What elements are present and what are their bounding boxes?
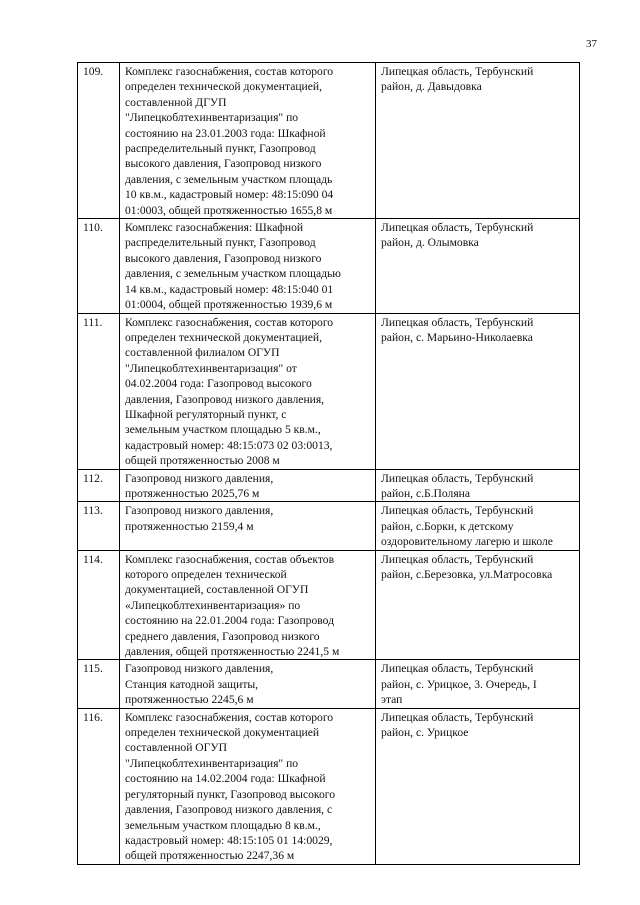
description-line: высокого давления, Газопровод низкого — [125, 251, 322, 265]
table-row — [78, 708, 580, 864]
row-number: 113. — [78, 502, 120, 550]
object-location — [376, 708, 580, 864]
object-description — [120, 502, 376, 550]
object-description — [120, 63, 376, 219]
location-line: Липецкая область, Тербунский — [381, 221, 534, 235]
description-line: 01:0003, общей протяженностью 1655,8 м — [125, 203, 333, 217]
description-line: составленной ДГУП — [125, 95, 227, 109]
description-line: Шкафной регуляторный пункт, с — [125, 407, 287, 421]
location-line: Липецкая область, Тербунский — [381, 710, 534, 724]
description-line: давления, Газопровод низкого давления, — [125, 392, 325, 406]
description-line: Комплекс газоснабжения, состав которого — [125, 65, 334, 78]
description-line: 01:0004, общей протяженностью 1939,6 м — [125, 298, 333, 312]
description-line: давления, с земельным участком площадью — [125, 267, 341, 281]
object-location — [376, 313, 580, 469]
description-line: земельным участком площадью 5 кв.м., — [125, 423, 321, 437]
object-description — [120, 550, 376, 660]
property-registry-table — [77, 62, 580, 865]
location-line: Липецкая область, Тербунский — [381, 552, 534, 566]
description-line: 04.02.2004 года: Газопровод высокого — [125, 377, 312, 391]
location-line: район, с. Урицкое, 3. Очередь, I — [381, 677, 537, 691]
row-number: 116. — [78, 708, 120, 864]
object-location — [376, 660, 580, 708]
location-line: Липецкая область, Тербунский — [381, 65, 534, 78]
location-line: район, с.Березовка, ул.Матросовка — [381, 568, 553, 581]
description-line: распределительный пункт, Газопровод — [125, 142, 316, 156]
location-line: район, с.Б.Поляна — [381, 486, 471, 500]
page-number: 37 — [586, 38, 597, 50]
description-line: 10 кв.м., кадастровый номер: 48:15:090 04 — [125, 188, 334, 202]
description-line: «Липецкоблтехинвентаризация» по — [125, 598, 301, 612]
table-row — [78, 313, 580, 469]
object-location — [376, 550, 580, 660]
table-row — [78, 502, 580, 550]
description-line: составленной ОГУП — [125, 741, 227, 755]
object-description — [120, 219, 376, 313]
description-line: кадастровый номер: 48:15:073 02 03:0013, — [125, 438, 333, 452]
object-description — [120, 708, 376, 864]
location-line: район, с. Марьино-Николаевка — [381, 330, 533, 344]
description-line: Комплекс газоснабжения: Шкафной — [125, 221, 304, 235]
description-line: 14 кв.м., кадастровый номер: 48:15:040 01 — [125, 282, 334, 296]
description-line: определен технической документацией, — [125, 330, 322, 344]
row-number: 109. — [78, 63, 120, 219]
description-line: документацией, составленной ОГУП — [125, 583, 309, 597]
location-line: оздоровительному лагерю и школе — [381, 535, 553, 549]
description-line: Станция катодной защиты, — [125, 677, 259, 691]
description-line: Газопровод низкого давления, — [125, 471, 274, 485]
object-location — [376, 502, 580, 550]
description-line: "Липецкоблтехинвентаризация" по — [125, 756, 299, 770]
object-description — [120, 469, 376, 502]
location-line: район, с. Урицкое — [381, 726, 469, 740]
description-line: давления, с земельным участком площадь — [125, 172, 333, 186]
location-line: Липецкая область, Тербунский — [381, 471, 534, 485]
description-line: Комплекс газоснабжения, состав которого — [125, 710, 334, 724]
description-line: состоянию на 14.02.2004 года: Шкафной — [125, 772, 326, 786]
row-number: 110. — [78, 219, 120, 313]
description-line: Комплекс газоснабжения, состав которого — [125, 315, 334, 329]
description-line: кадастровый номер: 48:15:105 01 14:0029, — [125, 833, 333, 847]
description-line: Комплекс газоснабжения, состав объектов — [125, 552, 335, 566]
description-line: общей протяженностью 2247,36 м — [125, 849, 295, 863]
location-line: район, с.Борки, к детскому — [381, 519, 514, 533]
object-description — [120, 660, 376, 708]
description-line: Газопровод низкого давления, — [125, 662, 274, 676]
description-line: давления, Газопровод низкого давления, с — [125, 803, 333, 817]
description-line: Газопровод низкого давления, — [125, 504, 274, 518]
description-line: состоянию на 22.01.2004 года: Газопровод — [125, 614, 335, 628]
description-line: протяженностью 2025,76 м — [125, 486, 260, 500]
description-line: составленной филиалом ОГУП — [125, 346, 280, 360]
row-number: 114. — [78, 550, 120, 660]
location-line: Липецкая область, Тербунский — [381, 662, 534, 676]
description-line: которого определен технической — [125, 568, 287, 581]
object-location — [376, 469, 580, 502]
table-row — [78, 63, 580, 219]
description-line: давления, общей протяженностью 2241,5 м — [125, 645, 340, 659]
table-row — [78, 469, 580, 502]
description-line: среднего давления, Газопровод низкого — [125, 629, 320, 643]
location-line: Липецкая область, Тербунский — [381, 315, 534, 329]
table-row — [78, 219, 580, 313]
description-line: высокого давления, Газопровод низкого — [125, 157, 322, 171]
description-line: "Липецкоблтехинвентаризация" от — [125, 361, 297, 375]
description-line: определен технической документацией — [125, 726, 320, 740]
description-line: "Липецкоблтехинвентаризация" по — [125, 111, 299, 125]
row-number: 115. — [78, 660, 120, 708]
description-line: протяженностью 2159,4 м — [125, 519, 254, 533]
description-line: общей протяженностью 2008 м — [125, 454, 280, 468]
description-line: земельным участком площадью 8 кв.м., — [125, 818, 321, 832]
table-row — [78, 550, 580, 660]
location-line: район, д. Давыдовка — [381, 80, 482, 94]
location-line: район, д. Олымовка — [381, 236, 479, 250]
description-line: распределительный пункт, Газопровод — [125, 236, 316, 250]
location-line: Липецкая область, Тербунский — [381, 504, 534, 518]
description-line: состоянию на 23.01.2003 года: Шкафной — [125, 126, 326, 140]
table-body — [78, 63, 580, 865]
table-row — [78, 660, 580, 708]
description-line: протяженностью 2245,6 м — [125, 693, 254, 707]
description-line: определен технической документацией, — [125, 80, 322, 94]
description-line: регуляторный пункт, Газопровод высокого — [125, 787, 336, 801]
location-line: этап — [381, 693, 403, 707]
object-description — [120, 313, 376, 469]
row-number: 112. — [78, 469, 120, 502]
object-location — [376, 63, 580, 219]
row-number: 111. — [78, 313, 120, 469]
object-location — [376, 219, 580, 313]
